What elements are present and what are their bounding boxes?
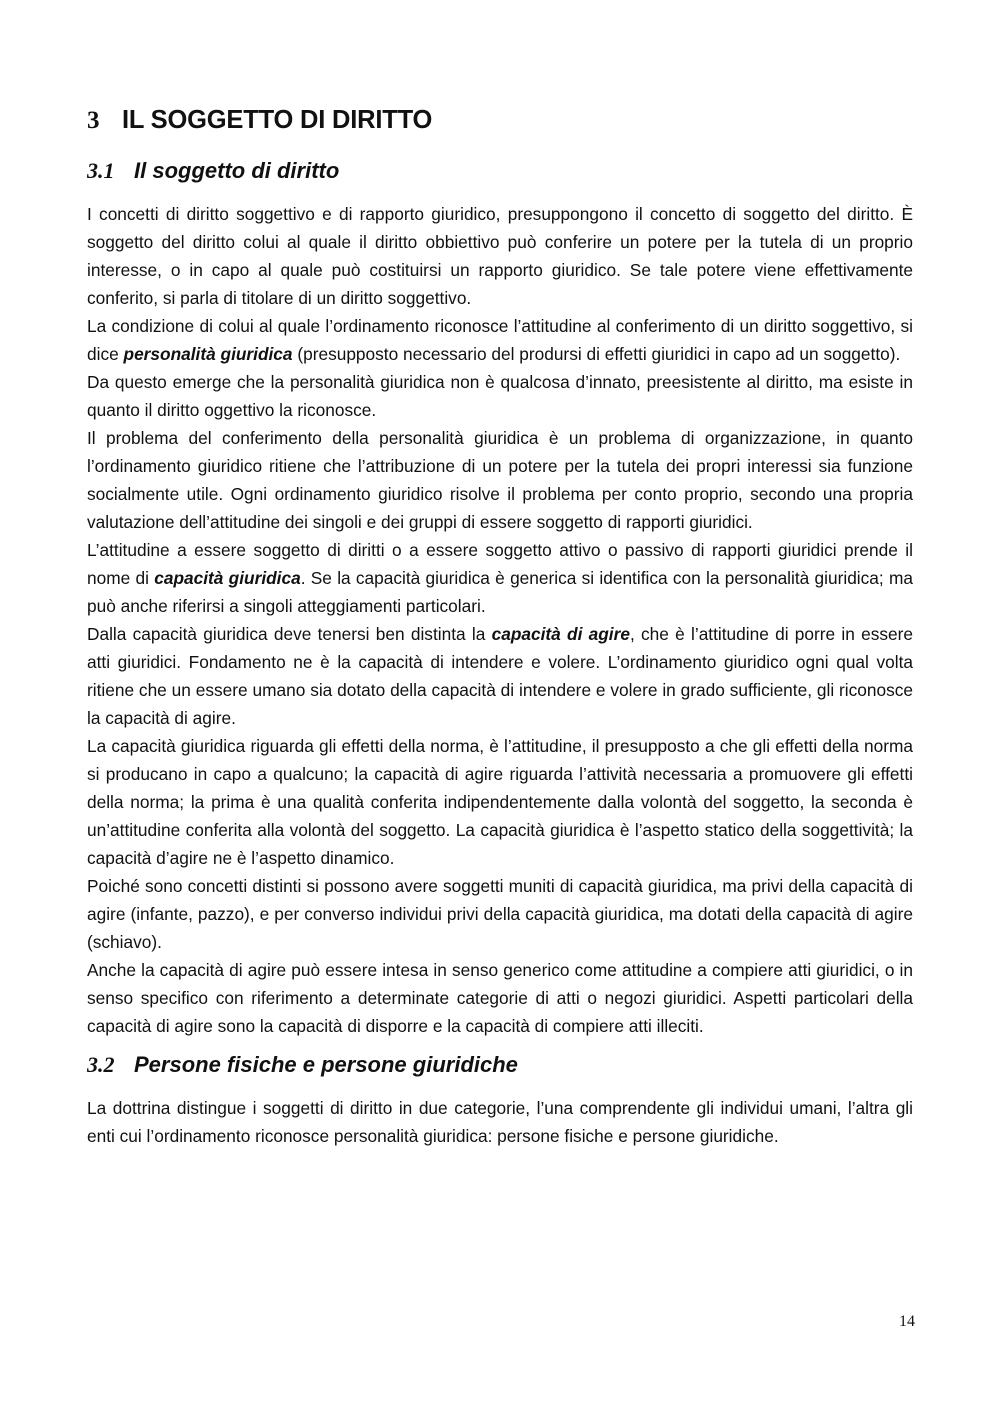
chapter-number: 3 bbox=[87, 107, 100, 134]
paragraph: Anche la capacità di agire può essere intesa in senso generico come attitudine a compiere atti giuridici, o in senso specifico con riferimento a determinate categorie di atti o negozi giuridici. Aspetti particolari della capacità di agire sono la capacità di disporre e la capacità di compiere atti illeciti. bbox=[87, 960, 913, 1036]
section-number: 3.1 bbox=[87, 158, 115, 183]
term-capacita-di-agire: capacità di agire bbox=[491, 624, 630, 644]
section-heading-3-2 bbox=[87, 1052, 913, 1094]
paragraph: I concetti di diritto soggettivo e di rapporto giuridico, presuppongono il concetto di soggetto del diritto. È soggetto del diritto colui al quale il diritto obbiettivo può conferire un potere per la tutela di un proprio interesse, o in capo al quale può costituirsi un rapporto giuridico. Se tale potere viene effettivamente conferito, si parla di titolare di un diritto soggettivo. bbox=[87, 204, 913, 308]
paragraph: La dottrina distingue i soggetti di diritto in due categorie, l’una comprendente gli individui umani, l’altra gli enti cui l’ordinamento riconosce personalità giuridica: persone fisiche e persone giuridiche. bbox=[87, 1098, 913, 1146]
term-capacita-giuridica: capacità giuridica bbox=[154, 568, 301, 588]
paragraph: Da questo emerge che la personalità giuridica non è qualcosa d’innato, preesistente al diritto, ma esiste in quanto il diritto oggettivo la riconosce. bbox=[87, 372, 913, 420]
paragraph: L’attitudine a essere soggetto di diritti o a essere soggetto attivo o passivo di rapporti giuridici prende il nome di capacità giuridica. Se la capacità giuridica è generica si identifica con la personalità giuridica; ma può anche riferirsi a singoli atteggiamenti particolari. bbox=[87, 540, 913, 616]
term-personalita-giuridica: personalità giuridica bbox=[123, 344, 293, 364]
section-title: Persone fisiche e persone giuridiche bbox=[134, 1052, 518, 1077]
section-heading-3-1 bbox=[87, 158, 913, 200]
paragraph: La condizione di colui al quale l’ordinamento riconosce l’attitudine al conferimento di un diritto soggettivo, si dice personalità giuridica (presupposto necessario del prodursi di effetti giuridici in capo ad un soggetto). bbox=[87, 316, 913, 364]
paragraph: Il problema del conferimento della personalità giuridica è un problema di organizzazione, in quanto l’ordinamento giuridico ritiene che l’attribuzione di un potere per la tutela dei propri interessi sia funzione socialmente utile. Ogni ordinamento giuridico risolve il problema per conto proprio, secondo una propria valutazione dell’attitudine dei singoli e dei gruppi di essere soggetto di rapporti giuridici. bbox=[87, 428, 913, 532]
paragraph: Poiché sono concetti distinti si possono avere soggetti muniti di capacità giuridica, ma privi della capacità di agire (infante, pazzo), e per converso individui privi della capacità giuridica, ma dotati della capacità di agire (schiavo). bbox=[87, 876, 913, 952]
paragraph: La capacità giuridica riguarda gli effetti della norma, è l’attitudine, il presupposto a che gli effetti della norma si producano in capo a qualcuno; la capacità di agire riguarda l’attività necessaria a promuovere gli effetti della norma; la prima è una qualità conferita indipendentemente dalla volontà del soggetto, la seconda è un’attitudine conferita alla volontà del soggetto. La capacità giuridica è l’aspetto statico della soggettività; la capacità d’agire ne è l’aspetto dinamico. bbox=[87, 736, 913, 868]
section-title: Il soggetto di diritto bbox=[134, 158, 340, 183]
page-number: 14 bbox=[899, 1313, 915, 1330]
section-number: 3.2 bbox=[87, 1052, 115, 1077]
paragraph: Dalla capacità giuridica deve tenersi ben distinta la capacità di agire, che è l’attitudine di porre in essere atti giuridici. Fondamento ne è la capacità di intendere e volere. L’ordinamento giuridico ogni qual volta ritiene che un essere umano sia dotato della capacità di intendere e volere in grado sufficiente, gli riconosce la capacità di agire. bbox=[87, 624, 913, 728]
chapter-heading bbox=[87, 106, 913, 150]
document-page bbox=[87, 100, 913, 1150]
chapter-title: IL SOGGETTO DI DIRITTO bbox=[122, 106, 433, 134]
